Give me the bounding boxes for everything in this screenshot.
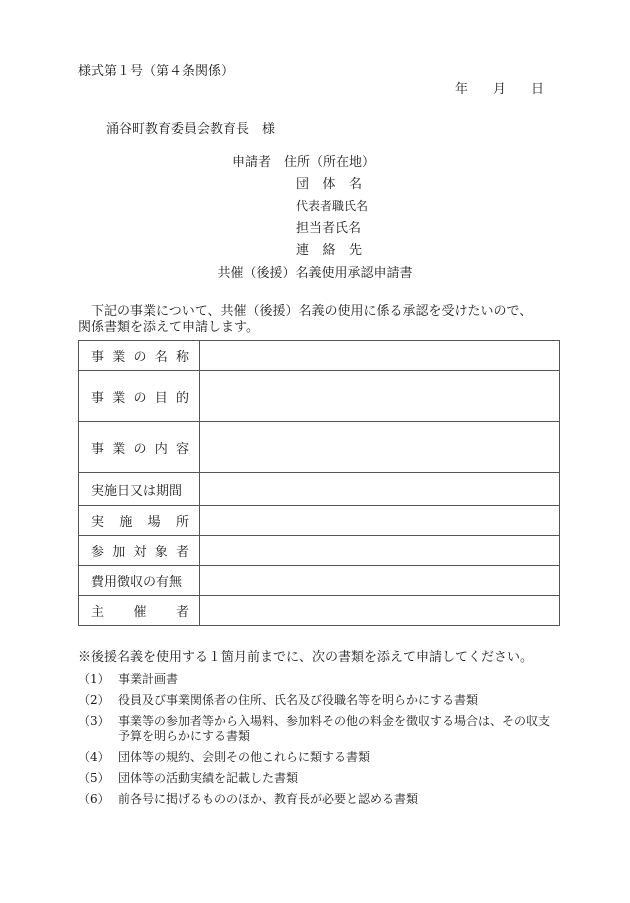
organization-char: 体	[322, 177, 336, 192]
row-label-text	[79, 387, 199, 406]
row-label-text	[79, 438, 199, 457]
row-label-char: 施	[119, 515, 133, 530]
note-item	[78, 693, 578, 708]
row-label-char: 実施日又は期間	[91, 483, 183, 499]
row-label-char: 者	[175, 545, 189, 560]
addressee: 涌谷町教育委員会教育長 様	[106, 122, 276, 137]
note-number: （5）	[78, 771, 110, 785]
row-label	[79, 341, 200, 371]
note-item	[78, 714, 578, 729]
document-title: 共催（後援）名義使用承認申請書	[217, 266, 413, 281]
form-number: 様式第１号（第４条関係）	[78, 64, 235, 79]
row-label	[79, 566, 200, 596]
row-label-text	[79, 480, 199, 499]
date-year: 年	[455, 82, 469, 97]
organization-char: 団	[296, 177, 310, 192]
table-row	[79, 536, 560, 566]
note-number: （2）	[78, 693, 110, 707]
intro-line-1: 下記の事業について、共催（後援）名義の使用に係る承認を受けたいので、	[91, 304, 533, 319]
contact-label	[296, 243, 362, 259]
organization-char: 名	[348, 177, 362, 192]
row-label-text	[79, 571, 199, 590]
row-label-char: 実	[91, 515, 105, 530]
application-table	[78, 340, 560, 626]
row-value-field[interactable]	[200, 506, 560, 536]
row-label-text	[79, 601, 199, 620]
note-text: 役員及び事業関係者の住所、氏名及び役職名等を明らかにする書類	[118, 693, 479, 707]
row-label-char: 参	[91, 545, 105, 560]
row-label-char: 容	[175, 441, 189, 457]
note-text: 団体等の活動実績を記載した書類	[118, 771, 299, 785]
contact-char: 連	[296, 243, 310, 258]
note-number: （4）	[78, 750, 110, 764]
row-label-char: の	[133, 390, 147, 406]
row-label-char: 主	[91, 605, 105, 620]
table-row	[79, 566, 560, 596]
applicant-block	[232, 155, 432, 265]
note-number: （6）	[78, 792, 110, 806]
row-label-char: 名	[154, 350, 168, 365]
row-label-char: 称	[175, 350, 189, 365]
note-item	[78, 672, 578, 687]
date-line	[455, 82, 544, 98]
table-row	[79, 422, 560, 473]
row-label-char: 費用徴収の有無	[91, 575, 183, 590]
row-label	[79, 473, 200, 506]
applicant-address-label: 申請者 住所（所在地）	[232, 155, 376, 170]
row-value-field[interactable]	[200, 473, 560, 506]
table-row	[79, 371, 560, 422]
row-label-char: 事	[91, 390, 105, 406]
contact-char: 絡	[322, 243, 336, 258]
row-label-char: 催	[133, 605, 147, 620]
row-label-char: 目	[154, 390, 168, 406]
row-label-char: 業	[112, 350, 126, 365]
row-label	[79, 506, 200, 536]
note-text: 前各号に掲げるもののほか、教育長が必要と認める書類	[118, 792, 419, 806]
note-number: （3）	[78, 714, 110, 728]
row-label-text	[79, 541, 199, 560]
row-label	[79, 371, 200, 422]
row-value-field[interactable]	[200, 371, 560, 422]
row-label-char: 業	[112, 390, 126, 406]
row-label	[79, 422, 200, 473]
row-label-char: 事	[91, 350, 105, 365]
notes-list	[78, 672, 578, 807]
representative-label: 代表者職氏名	[296, 199, 369, 213]
note-continuation: 予算を明らかにする書類	[118, 729, 251, 743]
row-label-char: 加	[112, 545, 126, 560]
row-label-char: の	[133, 441, 147, 457]
row-label-text	[79, 511, 199, 530]
row-label-char: 所	[175, 515, 189, 530]
notes-heading: ※後援名義を使用する１箇月前までに、次の書類を添えて申請してください。	[78, 650, 534, 665]
table-row	[79, 506, 560, 536]
row-value-field[interactable]	[200, 422, 560, 473]
row-value-field[interactable]	[200, 341, 560, 371]
date-day: 日	[531, 82, 545, 97]
note-text: 団体等の規約、会則その他これらに類する書類	[118, 750, 371, 764]
row-label-char: 象	[154, 545, 168, 560]
table-row	[79, 341, 560, 371]
note-item	[78, 792, 578, 807]
row-label-char: 業	[112, 441, 126, 457]
table-row	[79, 596, 560, 626]
row-value-field[interactable]	[200, 566, 560, 596]
row-label-char: 対	[133, 545, 147, 560]
notes-section	[78, 650, 578, 813]
note-item	[78, 771, 578, 786]
row-value-field[interactable]	[200, 596, 560, 626]
date-month: 月	[493, 82, 507, 97]
contact-person-label: 担当者氏名	[296, 221, 362, 236]
row-label-text	[79, 346, 199, 365]
row-value-field[interactable]	[200, 536, 560, 566]
row-label-char: 場	[147, 515, 161, 530]
note-text: 事業計画書	[118, 672, 179, 686]
row-label-char: 事	[91, 441, 105, 457]
organization-name-label	[296, 177, 362, 193]
row-label-char: の	[133, 350, 147, 365]
contact-char: 先	[348, 243, 362, 258]
row-label-char: 的	[175, 390, 189, 406]
note-text: 事業等の参加者等から入場料、参加料その他の料金を徴収する場合は、その収支	[118, 714, 551, 728]
table-row	[79, 473, 560, 506]
intro-text	[78, 304, 558, 336]
note-item	[78, 750, 578, 765]
row-label	[79, 596, 200, 626]
row-label-char: 者	[175, 605, 189, 620]
note-number: （1）	[78, 672, 110, 686]
intro-line-2: 関係書類を添えて申請します。	[78, 320, 259, 335]
row-label	[79, 536, 200, 566]
row-label-char: 内	[154, 441, 168, 457]
